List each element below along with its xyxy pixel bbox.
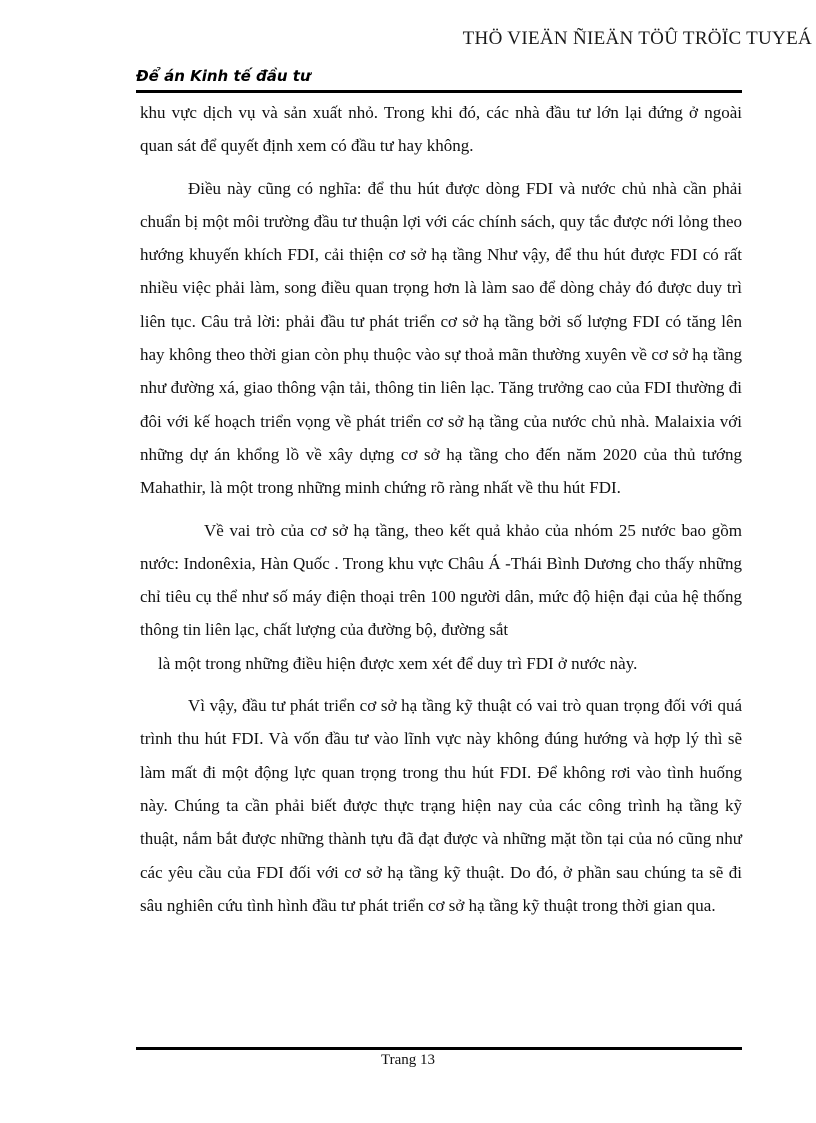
paragraph-2: Điều này cũng có nghĩa: để thu hút được dòng FDI và nước chủ nhà cần phải chuẩn bị một môi trường đầu tư thuận lợi với các chính sách, quy tắc được nới lỏng theo hướng khuyến khích FDI, cải thiện cơ sở hạ tầng Như vậy, để thu hút được FDI có rất nhiều việc phải làm, song điều quan trọng hơn là làm sao để dòng chảy đó được duy trì liên tục. Câu trả lời: phải đầu tư phát triển cơ sở hạ tầng bởi số lượng FDI có tăng lên hay không theo thời gian còn phụ thuộc vào sự thoả mãn thường xuyên về cơ sở hạ tầng như đường xá, giao thông vận tải, thông tin liên lạc. Tăng trưởng cao của FDI thường đi đôi với kế hoạch triển vọng về phát triển cơ sở hạ tầng của nước chủ nhà. Malaixia với những dự án khổng lồ về xây dựng cơ sở hạ tầng cho đến năm 2020 của thủ tướng Mahathir, là một trong những minh chứng rõ ràng nhất về thu hút FDI.: [140, 178, 742, 498]
paragraph-3: Về vai trò của cơ sở hạ tầng, theo kết quả khảo của nhóm 25 nước bao gồm nước: Indonêxia, Hàn Quốc . Trong khu vực Châu Á -Thái Bình Dương cho thấy những chỉ tiêu cụ thể như số máy điện thoại trên 100 người dân, mức độ hiện đại của hệ thống thông tin liên lạc, chất lượng của đường bộ, đường sắt: [140, 520, 742, 640]
page-number: Trang 13: [380, 1052, 436, 1068]
body-text: [140, 96, 742, 922]
section-title: Để án Kinh tế đầu tư: [136, 67, 311, 85]
paragraph-4: Vì vậy, đầu tư phát triển cơ sở hạ tầng kỹ thuật có vai trò quan trọng đối với quá trình thu hút FDI. Và vốn đầu tư vào lĩnh vực này không đúng hướng và hợp lý thì sẽ làm mất đi một động lực quan trọng trong thu hút FDI. Để không rơi vào tình huống này. Chúng ta cần phải biết được thực trạng hiện nay của các công trình hạ tầng kỹ thuật, nắm bắt được những thành tựu đã đạt được và những mặt tồn tại của nó cũng như các yêu cầu của FDI đối với cơ sở hạ tầng kỹ thuật. Do đó, ở phần sau chúng ta sẽ đi sâu nghiên cứu tình hình đầu tư phát triển cơ sở hạ tầng kỹ thuật trong thời gian qua.: [140, 696, 742, 915]
paragraph-1: khu vực dịch vụ và sản xuất nhỏ. Trong khi đó, các nhà đầu tư lớn lại đứng ở ngoài quan sát để quyết định xem có đầu tư hay không.: [140, 103, 742, 156]
site-header: THÖ VIEÄN ÑIEÄN TÖÛ TRÖÏC TUYEÁ: [462, 28, 812, 49]
header-rule: [136, 90, 742, 93]
footer-rule: [136, 1047, 742, 1050]
paragraph-3-continuation: là một trong những điều hiện được xem xét để duy trì FDI ở nước này.: [158, 653, 638, 673]
